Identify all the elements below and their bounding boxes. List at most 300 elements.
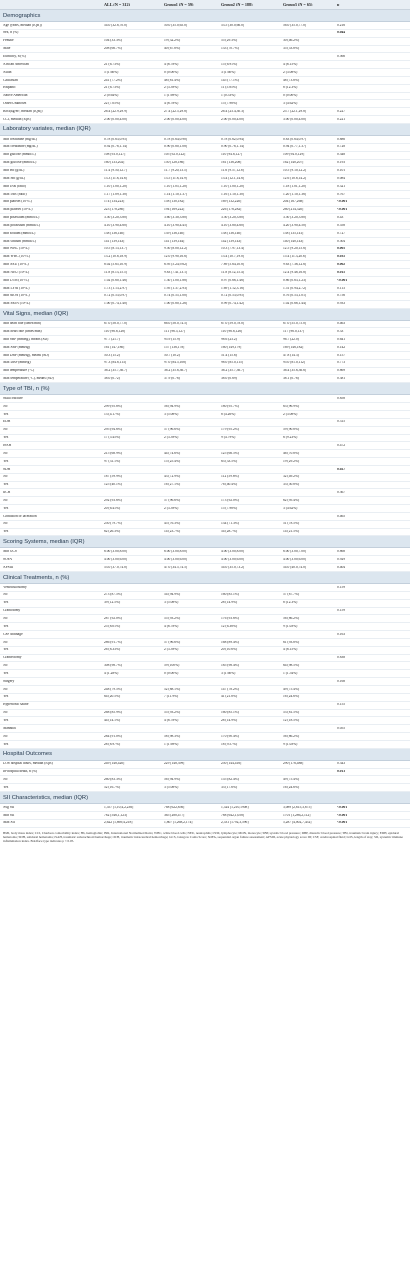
cell-group3: 8 (12.3%) bbox=[283, 601, 298, 605]
cell-group2: 7.89 [5.64,10.8] bbox=[221, 263, 245, 267]
cell-group1: 95.9 (15.9) bbox=[164, 337, 180, 341]
cell-p: 0.367 bbox=[337, 491, 346, 495]
table-row bbox=[0, 207, 410, 215]
cell-all: 292 (93.6%) bbox=[104, 498, 122, 502]
cell-group3: 4.00 [3.00,6.00] bbox=[283, 557, 307, 561]
cell-group2: 112 (59.6%) bbox=[221, 475, 239, 479]
cell-group1: 4.00 [3.00,6.00] bbox=[164, 557, 188, 561]
cell-variable: Max WBC (10⁹/L) bbox=[3, 255, 30, 259]
cell-group3: 1.02 [0.68,1.44] bbox=[283, 302, 307, 306]
table-row bbox=[0, 144, 410, 152]
cell-group1: 9.50 [8.00,12.2] bbox=[164, 247, 188, 251]
cell-variable: No bbox=[3, 451, 8, 455]
cell-variable: Min temperature (°C) bbox=[3, 369, 35, 373]
table-row bbox=[0, 328, 410, 336]
cell-group3: 9 (13.8%) bbox=[283, 624, 298, 628]
cell-group1: 2 (3.39%) bbox=[164, 436, 179, 440]
cell-variable: No bbox=[3, 664, 8, 668]
cell-variable: Max temperature (°C), means (SD) bbox=[3, 377, 54, 381]
cell-p: <0.001 bbox=[337, 805, 348, 809]
cell-group3: 4 (6.15%) bbox=[283, 62, 298, 66]
cell-group3: 0.86 [0.63,1.23] bbox=[283, 278, 307, 282]
cell-p: 0.005 bbox=[337, 247, 346, 251]
cell-group1: 19 (32.2%) bbox=[164, 39, 181, 43]
cell-group1: 141 [139,144] bbox=[164, 239, 185, 243]
table-row bbox=[0, 254, 410, 262]
cell-group2: 145 (77.1%) bbox=[221, 78, 239, 82]
cell-variable: Hypertonic saline bbox=[3, 703, 29, 707]
cell-p: 0.101 bbox=[337, 168, 346, 172]
cell-variable: BMI(kg/m², median [IQR]) bbox=[3, 109, 43, 113]
cell-group3: 12.6 [10.8,14.2] bbox=[283, 176, 307, 180]
table-row bbox=[0, 261, 410, 269]
cell-group3: 53 (81.5%) bbox=[283, 711, 300, 715]
cell-p: 0.035 bbox=[337, 255, 346, 259]
cell-variable: Yes bbox=[3, 671, 9, 675]
section-header bbox=[0, 383, 410, 395]
cell-group2: 15 (7.98%) bbox=[221, 102, 238, 106]
cell-p: 0.159 bbox=[337, 585, 346, 589]
cell-p: 0.227 bbox=[337, 109, 346, 113]
cell-all: 6.00 [3.00,8.00] bbox=[104, 550, 128, 554]
cell-p: 0.044 bbox=[337, 31, 346, 35]
cell-p: 0.084 bbox=[337, 176, 346, 180]
cell-group1: 111 [96.5,127] bbox=[164, 330, 185, 333]
header-cell-group2: Group2 (N = 188) bbox=[221, 2, 253, 7]
table-row bbox=[0, 761, 410, 769]
cell-group3: 57 (87.7%) bbox=[283, 593, 300, 597]
cell-variable: No bbox=[3, 522, 8, 526]
cell-variable: African American bbox=[3, 62, 29, 66]
table-row bbox=[0, 93, 410, 101]
table-row bbox=[0, 608, 410, 616]
cell-all: 782 [546,1,123] bbox=[104, 813, 128, 817]
cell-group1: 57 (96.6%) bbox=[164, 498, 181, 502]
cell-group1: 1 (1.69%) bbox=[164, 742, 179, 746]
cell-variable: No bbox=[3, 687, 8, 691]
cell-group3: 51 (78.5%) bbox=[283, 522, 300, 526]
cell-all: 53.0 [37.0,74.0] bbox=[104, 565, 128, 569]
cell-all: 208 (66.7%) bbox=[104, 47, 122, 51]
cell-variable: Other/Unknown bbox=[3, 102, 27, 106]
table-row bbox=[0, 458, 410, 466]
section-title: Type of TBI, n (%) bbox=[3, 385, 50, 392]
cell-variable: Female bbox=[3, 39, 14, 43]
cell-variable: Asian bbox=[3, 70, 12, 74]
cell-p: 0.216 bbox=[337, 23, 346, 27]
cell-group2: 169 [132,220] bbox=[221, 200, 242, 204]
cell-variable: tSAH bbox=[3, 443, 12, 447]
section-header bbox=[0, 572, 410, 584]
cell-group2: 125 (66.5%) bbox=[221, 451, 239, 455]
table-row bbox=[0, 230, 410, 238]
table-row bbox=[0, 725, 410, 733]
table-row bbox=[0, 784, 410, 792]
table-row bbox=[0, 352, 410, 360]
cell-group1: 52 (88.1%) bbox=[164, 687, 181, 691]
cell-group1: 43 (72.9%) bbox=[164, 475, 181, 479]
cell-all: 50.3 (15.2) bbox=[104, 353, 120, 357]
cell-variable: Min sodium (mmol/L) bbox=[3, 231, 36, 235]
cell-group3: 36.4 [35.6,36.6] bbox=[283, 369, 307, 373]
cell-group2: 55 (29.3%) bbox=[221, 39, 238, 43]
cell-all: 38.0 (0.72) bbox=[104, 377, 120, 381]
cell-group2: 98.0 [85.0,115] bbox=[221, 361, 244, 365]
cell-p: 0.013 bbox=[337, 770, 346, 774]
cell-group3: 260 [214,320] bbox=[283, 208, 304, 212]
cell-all: 52 (16.7%) bbox=[104, 785, 121, 789]
cell-variable: Min MON (10⁹/L) bbox=[3, 294, 30, 298]
table-row bbox=[0, 655, 410, 663]
cell-variable: Craniotomy bbox=[3, 609, 21, 613]
cell-group1: 3.60 [3.30,3.80] bbox=[164, 216, 188, 220]
cell-all: 2 (0.64%) bbox=[104, 94, 119, 98]
cell-group3: 62 (95.4%) bbox=[283, 498, 300, 502]
cell-all: 287 (92.0%) bbox=[104, 617, 122, 620]
cell-group3: 1 (1.54%) bbox=[283, 671, 298, 675]
cell-variable: Max potassium (mmol/L) bbox=[3, 223, 40, 227]
cell-group3: 140 [140,143] bbox=[283, 239, 304, 243]
cell-variable: No bbox=[3, 734, 8, 738]
table-row bbox=[0, 116, 410, 124]
table-row bbox=[0, 521, 410, 529]
cell-group3: 0.94 [0.77,1.37] bbox=[283, 145, 307, 149]
cell-all: 1.73 [1.13,2.97] bbox=[104, 286, 128, 290]
cell-group2: 173 (92.0%) bbox=[221, 498, 239, 502]
cell-group1: 0.78 [0.64,0.90] bbox=[164, 137, 188, 141]
cell-all: 39 (12.5%) bbox=[104, 601, 121, 605]
cell-all: 174 [134,223] bbox=[104, 200, 125, 204]
cell-group1: 158 [130,182] bbox=[164, 200, 185, 204]
cell-group1: 9.83 [7.41,13.1] bbox=[164, 270, 188, 274]
cell-variable: Age (years, median [IQR]) bbox=[3, 23, 42, 27]
table-row bbox=[0, 710, 410, 718]
cell-p: <0.001 bbox=[337, 813, 348, 817]
cell-group1: 56 (94.9%) bbox=[164, 778, 181, 782]
cell-group2: 36.2 [35.7,36.7] bbox=[221, 369, 245, 373]
cell-all: 5 (1.60%) bbox=[104, 70, 119, 74]
section-header bbox=[0, 749, 410, 761]
cell-group1: 45 (76.3%) bbox=[164, 522, 181, 526]
cell-group3: 59 (90.8%) bbox=[283, 428, 300, 432]
cell-group1: 157 [136,178] bbox=[164, 345, 185, 349]
cell-group3: 56 (86.2%) bbox=[283, 734, 300, 738]
cell-variable: Caucasian bbox=[3, 78, 18, 82]
cell-group3: 2 (3.08%) bbox=[283, 412, 298, 416]
cell-variable: Max platelet (10⁹/L) bbox=[3, 208, 33, 212]
table-row bbox=[0, 293, 410, 301]
cell-group1: 44 (74.6%) bbox=[164, 451, 181, 455]
cell-variable: Contusion or laceration bbox=[3, 514, 37, 518]
cell-p: 0.159 bbox=[337, 609, 346, 613]
cell-group3: 16 (24.6%) bbox=[283, 695, 300, 699]
cell-group1: 194 [169,222] bbox=[164, 208, 185, 212]
cell-group3: 0.76 [0.53,1.01] bbox=[283, 294, 307, 298]
cell-all: 284 (91.0%) bbox=[104, 734, 122, 738]
cell-p: 0.727 bbox=[337, 231, 346, 235]
cell-variable: Min Hb (g/dL) bbox=[3, 168, 25, 172]
cell-group2: 28 (14.9%) bbox=[221, 718, 238, 722]
table-row bbox=[0, 776, 410, 784]
cell-variable: Mannitol bbox=[3, 726, 17, 730]
cell-p: 0.756 bbox=[337, 294, 346, 298]
cell-p: 0.504 bbox=[337, 239, 346, 243]
cell-group2: 98.6 (23.2) bbox=[221, 337, 237, 341]
cell-group3: 162 [140,207] bbox=[283, 161, 304, 165]
cell-all: 97.7 (21.7) bbox=[104, 337, 120, 341]
table-row bbox=[0, 769, 410, 777]
cell-p: 0.221 bbox=[337, 117, 346, 121]
cell-group1: 55 (93.2%) bbox=[164, 711, 181, 715]
cell-all: 125 (40.1%) bbox=[104, 483, 122, 487]
cell-variable: Min SBP (mmHg), means (SD) bbox=[3, 337, 49, 341]
table-row bbox=[0, 167, 410, 175]
cell-variable: EDH bbox=[3, 420, 11, 424]
cell-variable: Yes bbox=[3, 695, 9, 699]
cell-group2: 3 (1.60%) bbox=[221, 671, 236, 675]
cell-all: 11.8 [8.13,15.5] bbox=[104, 270, 127, 274]
cell-variable: Avg SII bbox=[3, 805, 15, 809]
table-row bbox=[0, 686, 410, 694]
cell-group3: 47.8 (14.3) bbox=[283, 353, 299, 357]
cell-group2: 0.90 [0.78,1.14] bbox=[221, 145, 245, 149]
cell-p: 0.321 bbox=[337, 184, 346, 188]
cell-variable: No bbox=[3, 428, 8, 432]
cell-group1: 1.10 [1.05,1.20] bbox=[164, 184, 188, 188]
cell-group1: 365 [280,477] bbox=[164, 813, 185, 817]
cell-p: 0.728 bbox=[337, 145, 346, 149]
cell-group2: 160 (85.1%) bbox=[221, 593, 239, 597]
cell-variable: Max SBP (mmHg) bbox=[3, 345, 31, 349]
cell-group2: 15 (7.98%) bbox=[221, 506, 238, 510]
cell-group3: 1.18 [1.01,1.20] bbox=[283, 184, 307, 188]
cell-group2: 160 (85.1%) bbox=[221, 711, 239, 715]
cell-all: 1.17 [1.09,1.30] bbox=[104, 192, 128, 196]
cell-group2: 54.0 [35.0,73.2] bbox=[221, 565, 245, 569]
cell-group2: 8 (4.26%) bbox=[221, 412, 236, 416]
cell-group1: 6.00 [3.00,8.00] bbox=[164, 550, 188, 554]
cell-variable: Max MON (10⁹/L) bbox=[3, 302, 31, 306]
cell-group3: 16 (24.6%) bbox=[283, 785, 300, 789]
cell-variable: No bbox=[3, 498, 8, 502]
table-row bbox=[0, 403, 410, 411]
cell-variable: CSF drainage bbox=[3, 632, 23, 636]
cell-group1: 56 (94.9%) bbox=[164, 404, 181, 408]
table-row bbox=[0, 38, 410, 46]
cell-variable: Native American bbox=[3, 94, 28, 98]
table-row bbox=[0, 61, 410, 69]
cell-group3: 33 (50.8%) bbox=[283, 483, 300, 487]
table-row bbox=[0, 108, 410, 116]
cell-group2: 179 (95.2%) bbox=[221, 428, 239, 432]
cell-variable: Max LYM (10⁹/L) bbox=[3, 286, 30, 290]
table-row bbox=[0, 466, 410, 474]
table-row bbox=[0, 321, 410, 329]
cell-group3: 12 (18.5%) bbox=[283, 718, 300, 722]
section-header bbox=[0, 10, 410, 22]
cell-p: 0.858 bbox=[337, 396, 346, 400]
table-row bbox=[0, 556, 410, 564]
cell-group3: 63 (96.9%) bbox=[283, 404, 300, 408]
cell-p: 0.381 bbox=[337, 377, 346, 381]
cell-group2: 788 [642,1,058] bbox=[221, 813, 245, 817]
cell-variable: Min WBC (10⁹/L) bbox=[3, 247, 30, 251]
cell-group1: 40 (67.8%) bbox=[164, 47, 181, 51]
table-row bbox=[0, 100, 410, 108]
section-header bbox=[0, 792, 410, 804]
cell-all: 67.0 [58.0,77.0] bbox=[104, 322, 128, 326]
cell-group1: 0 (0.00%) bbox=[164, 671, 179, 675]
cell-group3: 95.0 [81.0,112] bbox=[283, 361, 306, 365]
cell-group1: 3 (5.08%) bbox=[164, 785, 179, 789]
cell-p: 0.773 bbox=[337, 361, 346, 365]
cell-group3: 290 [176,488] bbox=[283, 762, 304, 766]
cell-all: 250 (79.7%) bbox=[104, 522, 122, 526]
cell-group1: 150 [128,186] bbox=[164, 161, 185, 165]
table-row bbox=[0, 702, 410, 710]
section-title: SII Characteristics, median (IQR) bbox=[3, 794, 89, 801]
table-row bbox=[0, 733, 410, 741]
cell-all: 249 [148,420] bbox=[104, 762, 125, 766]
cell-group2: 11.8 [8.12,15.4] bbox=[221, 270, 244, 274]
cell-group1: 97.0 [84.5,108] bbox=[164, 361, 187, 365]
cell-all: 215 (68.9%) bbox=[104, 451, 122, 455]
cell-all: 10.5 [8.13,13.7] bbox=[104, 247, 128, 251]
cell-variable: No bbox=[3, 640, 8, 644]
cell-variable: Yes bbox=[3, 506, 9, 510]
cell-p: 0.193 bbox=[337, 161, 346, 165]
cell-variable: Yes bbox=[3, 718, 9, 722]
cell-group2: 10.3 [7.97,13.4] bbox=[221, 247, 245, 251]
table-row bbox=[0, 368, 410, 376]
cell-all: 223 [178,280] bbox=[104, 208, 125, 212]
cell-group1: 4 (6.78%) bbox=[164, 102, 179, 106]
cell-variable: Max Hb (g/dL) bbox=[3, 176, 25, 180]
cell-group1: 37.9 (0.76) bbox=[164, 377, 180, 381]
cell-all: 44 (14.1%) bbox=[104, 718, 121, 722]
cell-variable: SDH bbox=[3, 467, 11, 471]
cell-p: 0.886 bbox=[337, 137, 346, 141]
cell-group1: 36.2 [35.8,36.7] bbox=[164, 369, 188, 373]
cell-group2: 12 (6.38%) bbox=[221, 624, 238, 628]
cell-group1: 1.14 [1.10,1.37] bbox=[164, 192, 188, 196]
table-row bbox=[0, 615, 410, 623]
cell-variable: Max SII bbox=[3, 821, 15, 825]
cell-group3: 5,287 [4,002,7,452] bbox=[283, 821, 312, 825]
table-row bbox=[0, 474, 410, 482]
cell-all: 308 (98.7%) bbox=[104, 664, 122, 668]
table-row bbox=[0, 360, 410, 368]
cell-group3: 9 (13.8%) bbox=[283, 742, 298, 746]
cell-all: 1,557 [1,10,4,2,236] bbox=[104, 805, 134, 809]
cell-all: 260 (83.3%) bbox=[104, 778, 122, 782]
header-cell-group1: Group1 (N = 59) bbox=[164, 2, 194, 7]
table-row bbox=[0, 160, 410, 168]
header-cell-group3: Group3 (N = 65) bbox=[283, 2, 313, 7]
cell-group2: 76 (40.4%) bbox=[221, 483, 238, 487]
table-row bbox=[0, 497, 410, 505]
cell-p: <0.001 bbox=[337, 208, 348, 212]
cell-group3: 6.00 [3.00,7.00] bbox=[283, 550, 307, 554]
cell-group1: 54 (94.9%) bbox=[164, 593, 181, 597]
cell-p: <0.001 bbox=[337, 278, 348, 282]
cell-group3: 46 (70.8%) bbox=[283, 451, 300, 455]
cell-group2: 4.00 [3.00,8.00] bbox=[221, 550, 245, 554]
cell-all: 13.3 [11.8,14.6] bbox=[104, 176, 127, 180]
cell-variable: No bbox=[3, 404, 8, 408]
cell-p: 0.463 bbox=[337, 322, 346, 326]
cell-group1: 0.74 [0.55,1.00] bbox=[164, 294, 188, 298]
cell-variable: Min creatinine (mg/dL) bbox=[3, 137, 37, 141]
table-row bbox=[0, 85, 410, 93]
cell-group1: 768 [622,856] bbox=[164, 805, 185, 809]
cell-group3: 12.4 [9.48,16.8] bbox=[283, 270, 307, 274]
cell-group3: 56.0 [35.0,77.0] bbox=[283, 23, 307, 27]
cell-p: 0.002 bbox=[337, 263, 346, 267]
cell-variable: Craniectomy bbox=[3, 656, 22, 660]
cell-group1: 12.0 [9.90,16.6] bbox=[164, 255, 188, 259]
table-row bbox=[0, 482, 410, 490]
cell-group2: 4.00 [3.00,6.00] bbox=[221, 557, 245, 561]
cell-group3: 0 (0.00%) bbox=[283, 94, 298, 98]
cell-group1: 2 (3.39%) bbox=[164, 86, 179, 90]
cell-all: 4 (1.28%) bbox=[104, 671, 119, 675]
cell-group2: 11.6 [9.57,12.8] bbox=[221, 168, 244, 172]
cell-group3: 49 (75.4%) bbox=[283, 687, 300, 691]
cell-group2: 2,531 [1792,3,596] bbox=[221, 821, 249, 825]
cell-p: 0.015 bbox=[337, 270, 346, 274]
cell-group3: 15.4 [11.3,20.6] bbox=[283, 255, 306, 259]
cell-group2: 170 (90.4%) bbox=[221, 734, 239, 738]
cell-group1: 14 (23.7%) bbox=[164, 530, 181, 534]
cell-p: 0.472 bbox=[337, 443, 346, 447]
cell-variable: Surgery bbox=[3, 679, 15, 683]
cell-group1: 50.0 [35.0,65.0] bbox=[164, 23, 188, 27]
table-row bbox=[0, 222, 410, 230]
cell-variable: No bbox=[3, 711, 8, 715]
cell-group1: 47.0 [34.5,74.5] bbox=[164, 565, 188, 569]
cell-group2: 1.16 [1.10,1.30] bbox=[221, 192, 245, 196]
section-title: Vital Signs, median (IQR) bbox=[3, 311, 69, 318]
section-title: Laboratory variates, median (IQR) bbox=[3, 126, 91, 133]
cell-variable: Max sodium (mmol/L) bbox=[3, 239, 36, 243]
cell-variable: Yes bbox=[3, 483, 9, 487]
table-row bbox=[0, 277, 410, 285]
cell-all: 286 (91.7%) bbox=[104, 640, 122, 644]
cell-group3: 67.0 [55.0,75.0] bbox=[283, 322, 307, 326]
cell-group3: 12.5 [9.20,15.6] bbox=[283, 247, 307, 251]
cell-group2: 3 (1.60%) bbox=[221, 70, 236, 74]
cell-variable: Min NEU (10⁹/L) bbox=[3, 263, 29, 267]
cell-group2: 1 (0.53%) bbox=[221, 94, 236, 98]
cell-variable: APSIII bbox=[3, 565, 14, 569]
table-row bbox=[0, 395, 410, 403]
table-row bbox=[0, 269, 410, 277]
cell-p: 0.168 bbox=[337, 679, 346, 683]
table-row bbox=[0, 804, 410, 812]
cell-variable: Max NEU (10⁹/L) bbox=[3, 270, 30, 274]
table-row bbox=[0, 529, 410, 537]
table-row bbox=[0, 336, 410, 344]
cell-p: 0.404 bbox=[337, 565, 346, 569]
cell-variable: Max INR (ratio) bbox=[3, 192, 27, 196]
cell-p: 0.558 bbox=[337, 223, 346, 227]
cell-group1: 27.4 [22.5,29.8] bbox=[164, 109, 188, 113]
cell-group2: 161 [136,208] bbox=[221, 161, 242, 165]
cell-group3: 8 (12.3%) bbox=[283, 86, 298, 90]
cell-group2: 13.4 [10.7,19.0] bbox=[221, 255, 245, 259]
cell-group2: 54 (28.7%) bbox=[221, 530, 238, 534]
